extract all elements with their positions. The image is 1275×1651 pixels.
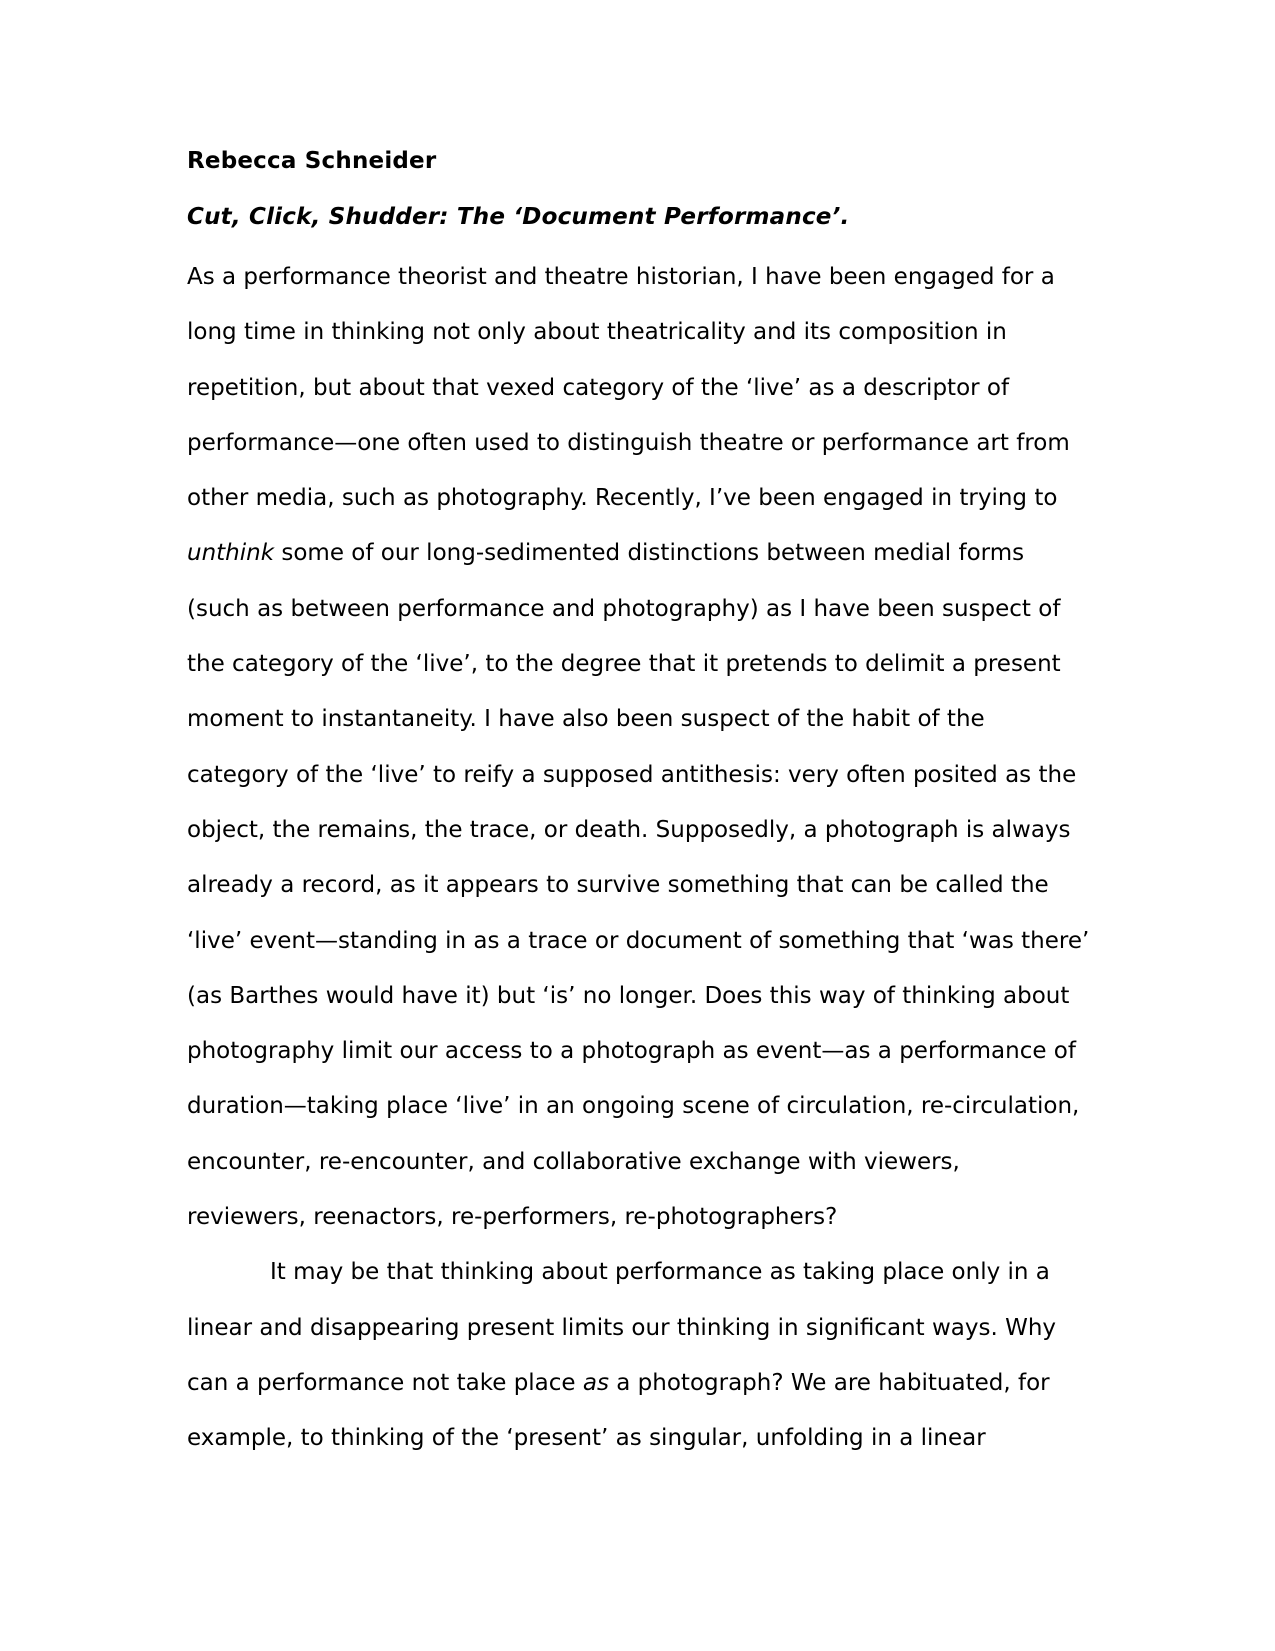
body-line: unthink some of our long-sedimented distinctions between medial forms [187, 540, 1025, 567]
italic-word: unthink [187, 540, 275, 567]
body-line: reviewers, reenactors, re-performers, re-photographers? [187, 1204, 838, 1231]
body-line: encounter, re-encounter, and collaborative exchange with viewers, [187, 1148, 960, 1175]
body-line: linear and disappearing present limits our thinking in significant ways. Why [187, 1314, 1057, 1341]
body-line: duration—taking place ‘live’ in an ongoing scene of circulation, re-circulation, [187, 1093, 1080, 1120]
body-line: performance—one often used to distinguish theatre or performance art from [187, 429, 1070, 456]
paragraph-start-line: It may be that thinking about performance as taking place only in a [270, 1259, 1050, 1286]
body-line: example, to thinking of the ‘present’ as singular, unfolding in a linear [187, 1425, 986, 1452]
body-line: category of the ‘live’ to reify a supposed antithesis: very often posited as the [187, 761, 1077, 788]
essay-title: Cut, Click, Shudder: The ‘Document Performance’. [187, 204, 850, 230]
italic-word: as [582, 1369, 609, 1396]
body-line: long time in thinking not only about theatricality and its composition in [187, 319, 1007, 346]
body-line: object, the remains, the trace, or death. Supposedly, a photograph is always [187, 816, 1071, 843]
body-line: already a record, as it appears to survive something that can be called the [187, 872, 1049, 899]
body-line: the category of the ‘live’, to the degree that it pretends to delimit a present [187, 651, 1061, 678]
body-line: (as Barthes would have it) but ‘is’ no longer. Does this way of thinking about [187, 982, 1070, 1009]
author-name: Rebecca Schneider [187, 148, 437, 174]
body-text [187, 250, 1090, 1467]
body-line: As a performance theorist and theatre historian, I have been engaged for a [187, 264, 1055, 290]
body-line: (such as between performance and photography) as I have been suspect of [187, 595, 1061, 622]
body-line: other media, such as photography. Recently, I’ve been engaged in trying to [187, 485, 1058, 512]
body-line: can a performance not take place as a photograph? We are habituated, for [187, 1369, 1050, 1396]
body-line: repetition, but about that vexed category of the ‘live’ as a descriptor of [187, 374, 1010, 401]
body-line: ‘live’ event—standing in as a trace or document of something that ‘was there’ [187, 927, 1090, 954]
body-line: moment to instantaneity. I have also been suspect of the habit of the [187, 706, 985, 733]
body-line: photography limit our access to a photograph as event—as a performance of [187, 1038, 1076, 1065]
